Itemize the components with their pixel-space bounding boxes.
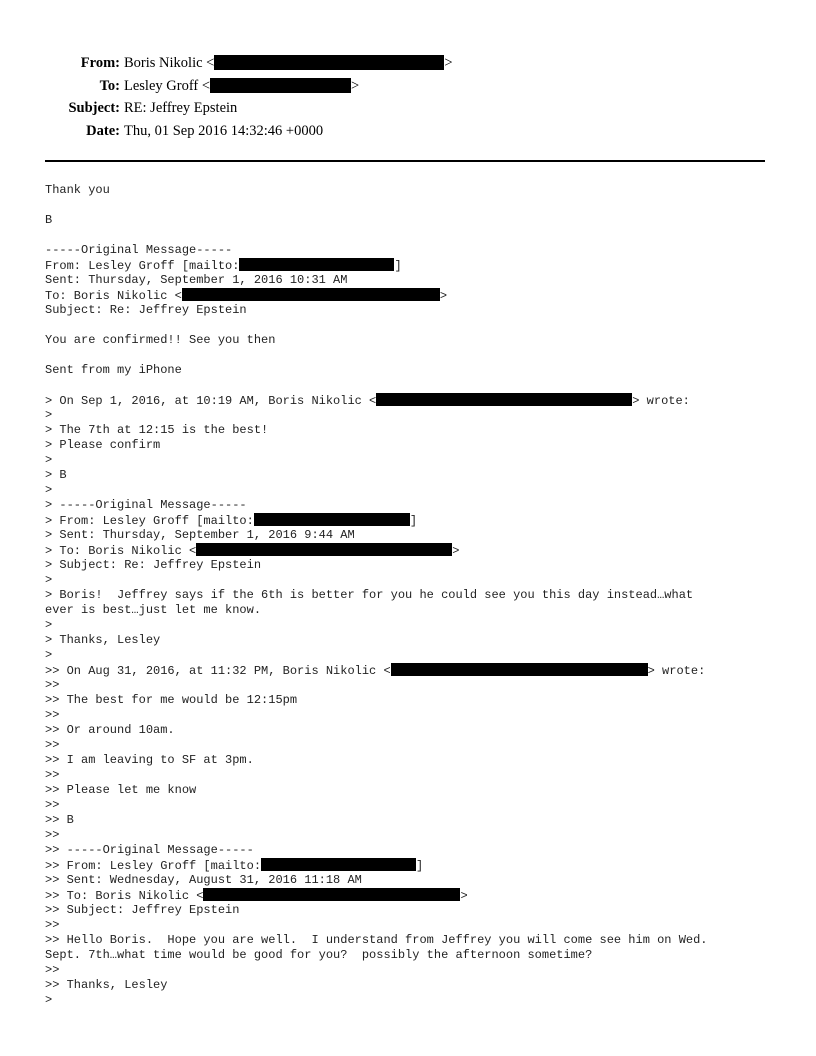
header-divider xyxy=(45,160,765,162)
body-line-text: > Boris! Jeffrey says if the 6th is better for you he could see you this day instead…what xyxy=(45,588,694,602)
redaction-box xyxy=(214,55,444,70)
body-line-text: >> Hello Boris. Hope you are well. I understand from Jeffrey you will come see him on Wed. xyxy=(45,933,708,947)
body-line xyxy=(45,333,805,348)
redaction-box xyxy=(210,78,351,93)
body-line xyxy=(45,933,805,948)
body-line-text: >> Sent: Wednesday, August 31, 2016 11:18 AM xyxy=(45,873,362,887)
body-line-suffix: > wrote: xyxy=(632,394,690,408)
body-line xyxy=(45,483,805,498)
body-line-text: >> B xyxy=(45,813,74,827)
body-line-suffix: > xyxy=(460,889,468,903)
body-line xyxy=(45,783,805,798)
from-row xyxy=(0,52,816,75)
body-line-text: > Subject: Re: Jeffrey Epstein xyxy=(45,558,262,572)
redaction-box xyxy=(254,513,410,526)
body-line-text: Thank you xyxy=(45,183,110,197)
body-line-suffix: > xyxy=(452,544,460,558)
body-line-text: > xyxy=(45,648,53,662)
body-line-text: From: Lesley Groff [mailto: xyxy=(45,259,240,273)
body-line-text: >> xyxy=(45,738,60,752)
body-line xyxy=(45,723,805,738)
body-line-text: >> xyxy=(45,918,60,932)
body-line-text: >> Subject: Jeffrey Epstein xyxy=(45,903,240,917)
body-line-text: You are confirmed!! See you then xyxy=(45,333,276,347)
body-line-suffix: ] xyxy=(394,259,402,273)
body-line xyxy=(45,438,805,453)
body-line xyxy=(45,288,805,303)
body-line xyxy=(45,498,805,513)
body-line-text: > -----Original Message----- xyxy=(45,498,247,512)
body-line xyxy=(45,738,805,753)
body-line xyxy=(45,843,805,858)
body-line-text: B xyxy=(45,213,53,227)
body-line xyxy=(45,543,805,558)
body-line-text: >> xyxy=(45,768,60,782)
body-line xyxy=(45,558,805,573)
body-line xyxy=(45,858,805,873)
body-line-text: > Sent: Thursday, September 1, 2016 9:44 AM xyxy=(45,528,355,542)
body-line-text: >> xyxy=(45,678,60,692)
redaction-box xyxy=(261,858,416,871)
email-body xyxy=(45,183,805,1008)
body-line xyxy=(45,678,805,693)
body-line-suffix: ] xyxy=(416,859,424,873)
body-line xyxy=(45,753,805,768)
email-header xyxy=(0,52,816,142)
body-line xyxy=(45,798,805,813)
body-line xyxy=(45,363,805,378)
body-line xyxy=(45,768,805,783)
body-line xyxy=(45,648,805,663)
from-label: From: xyxy=(80,55,120,71)
body-line xyxy=(45,978,805,993)
body-line xyxy=(45,693,805,708)
body-line-text: >> xyxy=(45,708,60,722)
to-close: > xyxy=(351,77,360,94)
body-line xyxy=(45,318,805,333)
body-line-suffix: ] xyxy=(409,514,418,528)
body-line xyxy=(45,393,805,408)
redaction-box xyxy=(239,258,394,271)
redaction-box xyxy=(196,543,452,556)
body-line-text: > To: Boris Nikolic < xyxy=(45,544,197,558)
body-line-text: > B xyxy=(45,468,67,482)
body-line-text: >> On Aug 31, 2016, at 11:32 PM, Boris Nikolic < xyxy=(45,664,391,678)
body-line-text: >> To: Boris Nikolic < xyxy=(45,889,204,903)
from-name: Boris Nikolic < xyxy=(124,55,215,71)
body-line xyxy=(45,213,805,228)
body-line xyxy=(45,588,805,603)
body-line-text: > xyxy=(45,573,53,587)
body-line-text: Subject: Re: Jeffrey Epstein xyxy=(45,303,247,317)
body-line xyxy=(45,303,805,318)
body-line xyxy=(45,828,805,843)
body-line xyxy=(45,378,805,393)
body-line-text: >> xyxy=(45,963,60,977)
body-line xyxy=(45,813,805,828)
body-line xyxy=(45,273,805,288)
redaction-box xyxy=(376,393,632,406)
date-value: Thu, 01 Sep 2016 14:32:46 +0000 xyxy=(124,122,324,139)
body-line-text: > xyxy=(45,453,53,467)
body-line xyxy=(45,963,805,978)
subject-row xyxy=(0,97,816,120)
body-line-text: > On Sep 1, 2016, at 10:19 AM, Boris Nikolic < xyxy=(45,394,377,408)
body-line-text: > xyxy=(45,483,53,497)
body-line xyxy=(45,198,805,213)
body-line-text: >> xyxy=(45,798,60,812)
body-line-text: >> Or around 10am. xyxy=(45,723,175,737)
body-line xyxy=(45,453,805,468)
to-row xyxy=(0,75,816,98)
body-line-text: Sent: Thursday, September 1, 2016 10:31 AM xyxy=(45,273,348,287)
body-line-text: > xyxy=(45,993,53,1007)
body-line-text: Sent from my iPhone xyxy=(45,363,182,377)
body-line-text: > Thanks, Lesley xyxy=(45,633,161,647)
to-label: To: xyxy=(99,77,120,94)
body-line xyxy=(45,918,805,933)
body-line-text: Sept. 7th…what time would be good for you? possibly the afternoon sometime? xyxy=(45,948,593,962)
body-line xyxy=(45,528,805,543)
body-line xyxy=(45,948,805,963)
to-value xyxy=(124,75,359,97)
subject-label: Subject: xyxy=(68,100,120,116)
body-line-text: -----Original Message----- xyxy=(45,243,233,257)
body-line-text: >> From: Lesley Groff [mailto: xyxy=(45,859,262,873)
body-line xyxy=(45,258,805,273)
body-line-text: > xyxy=(45,618,53,632)
body-line xyxy=(45,618,805,633)
body-line xyxy=(45,873,805,888)
body-line xyxy=(45,903,805,918)
body-line xyxy=(45,243,805,258)
body-line-text: > The 7th at 12:15 is the best! xyxy=(45,423,269,437)
body-line-suffix: > xyxy=(439,289,448,303)
body-line xyxy=(45,513,805,528)
body-line-text: >> Thanks, Lesley xyxy=(45,978,168,992)
body-line xyxy=(45,348,805,363)
body-line xyxy=(45,993,805,1008)
body-line-suffix: > wrote: xyxy=(647,664,706,678)
redaction-box xyxy=(182,288,440,301)
date-row xyxy=(0,120,816,143)
body-line-text: >> The best for me would be 12:15pm xyxy=(45,693,298,707)
body-line xyxy=(45,228,805,243)
redaction-box xyxy=(203,888,460,901)
date-label: Date: xyxy=(86,122,120,139)
from-close: > xyxy=(444,55,453,71)
body-line-text: >> -----Original Message----- xyxy=(45,843,254,857)
body-line-text: ever is best…just let me know. xyxy=(45,603,262,617)
to-name: Lesley Groff < xyxy=(124,77,211,94)
body-line xyxy=(45,708,805,723)
body-line xyxy=(45,573,805,588)
body-line xyxy=(45,663,805,678)
redaction-box xyxy=(391,663,648,676)
subject-value: RE: Jeffrey Epstein xyxy=(124,100,238,116)
body-line xyxy=(45,408,805,423)
body-line xyxy=(45,888,805,903)
body-line-text: >> xyxy=(45,828,60,842)
body-line xyxy=(45,183,805,198)
body-line-text: > Please confirm xyxy=(45,438,161,452)
from-value xyxy=(124,52,453,74)
body-line-text: >> I am leaving to SF at 3pm. xyxy=(45,753,254,767)
body-line xyxy=(45,468,805,483)
body-line-text: > xyxy=(45,408,53,422)
body-line xyxy=(45,633,805,648)
body-line-text: > From: Lesley Groff [mailto: xyxy=(45,514,254,528)
body-line xyxy=(45,423,805,438)
body-line-text: To: Boris Nikolic < xyxy=(45,289,182,303)
body-line xyxy=(45,603,805,618)
body-line-text: >> Please let me know xyxy=(45,783,197,797)
